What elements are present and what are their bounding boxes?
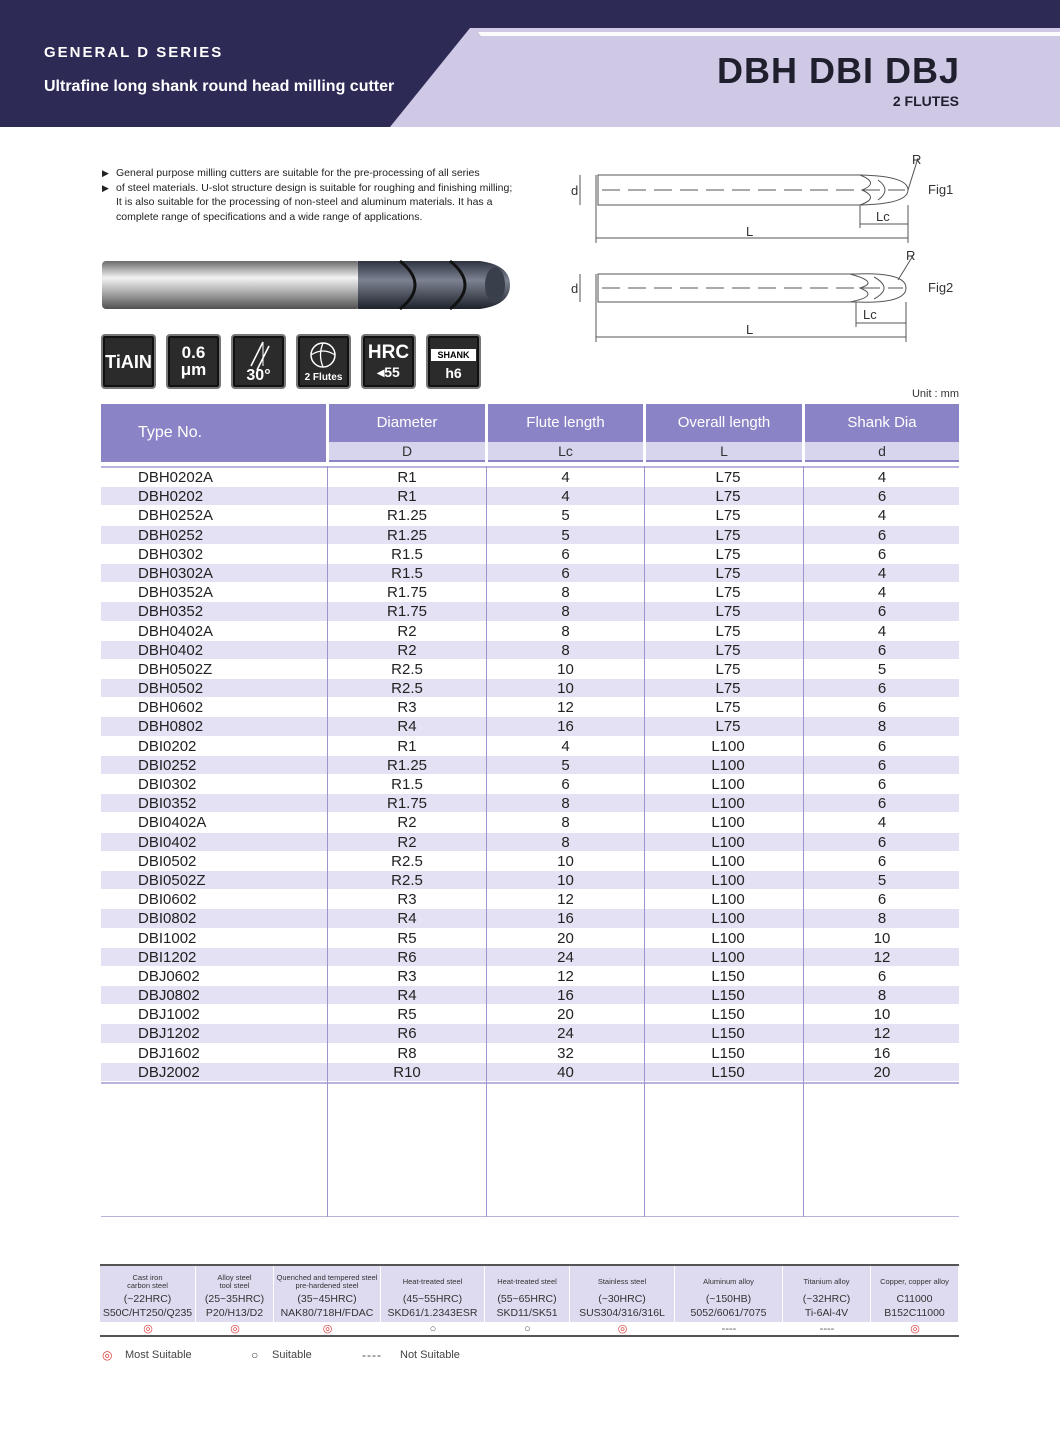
diameter-cell: R1.75 bbox=[386, 603, 428, 621]
shank-dia-cell: 6 bbox=[877, 526, 887, 544]
table-row bbox=[101, 717, 959, 736]
table-row bbox=[101, 833, 959, 852]
type-no-cell: DBH0202A bbox=[138, 469, 214, 486]
diameter-cell: R2.5 bbox=[391, 660, 423, 678]
overall-length-cell: L75 bbox=[715, 469, 741, 486]
table-row bbox=[101, 526, 959, 545]
diameter-cell: R2 bbox=[397, 833, 417, 851]
shank-dia-cell: 6 bbox=[877, 641, 887, 659]
header-type: Type No. bbox=[138, 424, 203, 441]
material-name: Titanium alloy bbox=[803, 1276, 850, 1286]
overall-length-cell: L100 bbox=[711, 871, 745, 889]
page-header bbox=[0, 0, 1060, 127]
table-row bbox=[101, 737, 959, 756]
shank-dia-cell: 6 bbox=[877, 737, 887, 755]
table-row bbox=[101, 583, 959, 602]
material-column bbox=[196, 1266, 274, 1324]
overall-length-cell: L75 bbox=[715, 584, 741, 602]
material-column bbox=[381, 1266, 485, 1324]
overall-length-cell: L100 bbox=[711, 756, 745, 774]
shank-dia-cell: 6 bbox=[877, 756, 887, 774]
fig1-l-label: L bbox=[746, 224, 754, 239]
material-column bbox=[783, 1266, 871, 1324]
material-grades: Ti-6Al-4V bbox=[804, 1307, 849, 1319]
suitable-icon: ○ bbox=[429, 1323, 437, 1335]
type-no-cell: DBJ2002 bbox=[138, 1063, 200, 1081]
material-hardness: (~30HRC) bbox=[598, 1293, 646, 1305]
most-suitable-icon: ◎ bbox=[322, 1323, 333, 1335]
material-column bbox=[485, 1266, 570, 1324]
flute-length-cell: 10 bbox=[557, 871, 574, 889]
shank-dia-cell: 16 bbox=[873, 1044, 891, 1062]
diameter-cell: R4 bbox=[397, 987, 417, 1005]
material-name: Cast iron carbon steel bbox=[127, 1272, 168, 1290]
shank-badge: SHANK h6 bbox=[426, 334, 481, 389]
type-no-cell: DBI0202 bbox=[138, 737, 197, 755]
type-no-cell: DBI0602 bbox=[138, 891, 197, 909]
fig2-d-label: d bbox=[571, 281, 579, 296]
shank-dia-cell: 6 bbox=[877, 967, 887, 985]
series-title: GENERAL D SERIES bbox=[44, 44, 224, 61]
material-grades: B152C11000 bbox=[884, 1307, 945, 1319]
overall-length-cell: L150 bbox=[711, 967, 745, 985]
diameter-cell: R1 bbox=[397, 737, 417, 755]
flute-length-cell: 6 bbox=[561, 545, 570, 563]
flute-length-cell: 10 bbox=[557, 852, 574, 870]
product-codes: DBH DBI DBJ bbox=[716, 50, 960, 91]
table-row bbox=[101, 641, 959, 660]
diameter-cell: R3 bbox=[397, 891, 417, 909]
material-hardness: (35~45HRC) bbox=[297, 1293, 357, 1305]
overall-length-cell: L150 bbox=[711, 1006, 745, 1024]
table-row bbox=[101, 986, 959, 1005]
shank-dia-cell: 10 bbox=[873, 1006, 891, 1024]
material-name: Alloy steel tool steel bbox=[217, 1272, 252, 1290]
material-name: Heat-treated steel bbox=[402, 1276, 463, 1286]
type-no-cell: DBI0252 bbox=[138, 756, 197, 774]
material-hardness: (~22HRC) bbox=[123, 1293, 172, 1305]
overall-length-cell: L150 bbox=[711, 987, 745, 1005]
coating-badge: TiAIN bbox=[101, 334, 156, 389]
overall-length-cell: L75 bbox=[715, 718, 741, 736]
type-no-cell: DBJ1202 bbox=[138, 1025, 200, 1043]
table-row bbox=[101, 967, 959, 986]
flute-length-cell: 8 bbox=[561, 814, 570, 832]
fig2-lc-label: Lc bbox=[863, 307, 877, 322]
material-column bbox=[274, 1266, 381, 1324]
type-no-cell: DBH0402 bbox=[138, 641, 204, 659]
bullet-arrow-icon: ▶ bbox=[102, 182, 109, 193]
flute-length-cell: 40 bbox=[557, 1063, 574, 1081]
flute-count: 2 FLUTES bbox=[892, 93, 959, 109]
overall-length-cell: L150 bbox=[711, 1063, 745, 1081]
shank-dia-cell: 6 bbox=[877, 795, 887, 813]
type-no-cell: DBH0352 bbox=[138, 603, 204, 621]
flute-length-cell: 8 bbox=[561, 795, 570, 813]
material-table-ratings bbox=[100, 1322, 959, 1337]
table-row bbox=[101, 487, 959, 506]
flute-length-cell: 5 bbox=[561, 756, 570, 774]
table-row bbox=[101, 660, 959, 679]
table-row bbox=[101, 948, 959, 967]
table-row bbox=[101, 564, 959, 583]
overall-length-cell: L75 bbox=[715, 622, 741, 640]
flutes-badge: 2 Flutes bbox=[296, 334, 351, 389]
fig1-lc-label: Lc bbox=[876, 209, 890, 224]
table-row bbox=[101, 1063, 959, 1082]
type-no-cell: DBH0802 bbox=[138, 718, 204, 736]
header-diameter: Diameter D bbox=[329, 404, 485, 462]
fig1-r-label: R bbox=[912, 152, 922, 167]
type-no-cell: DBH0502Z bbox=[138, 660, 213, 678]
overall-length-cell: L100 bbox=[711, 891, 745, 909]
material-column bbox=[871, 1266, 959, 1324]
type-no-cell: DBH0202 bbox=[138, 488, 204, 506]
most-suitable-icon: ◎ bbox=[910, 1323, 920, 1335]
flute-length-cell: 24 bbox=[557, 1025, 574, 1043]
type-no-cell: DBH0302 bbox=[138, 545, 204, 563]
fig1-d-label: d bbox=[571, 183, 579, 198]
type-no-cell: DBI0402 bbox=[138, 833, 197, 851]
table-row bbox=[101, 506, 959, 525]
fig1-label: Fig1 bbox=[928, 182, 954, 197]
table-row bbox=[101, 1005, 959, 1024]
flute-length-cell: 4 bbox=[561, 737, 570, 755]
overall-length-cell: L100 bbox=[711, 814, 745, 832]
material-hardness: (55~65HRC) bbox=[497, 1293, 557, 1305]
material-name: Copper, copper alloy bbox=[880, 1276, 949, 1286]
type-no-cell: DBH0252 bbox=[138, 526, 204, 544]
type-no-cell: DBH0502 bbox=[138, 680, 204, 698]
fig2-r-label: R bbox=[906, 248, 916, 263]
suitable-icon: ○ bbox=[524, 1323, 531, 1335]
diameter-cell: R3 bbox=[397, 699, 417, 717]
diameter-cell: R2 bbox=[397, 641, 417, 659]
flute-length-cell: 6 bbox=[561, 776, 570, 793]
overall-length-cell: L100 bbox=[711, 852, 745, 870]
flute-length-cell: 20 bbox=[557, 929, 574, 947]
table-row bbox=[101, 890, 959, 909]
table-row bbox=[101, 1024, 959, 1043]
flute-length-cell: 5 bbox=[561, 526, 570, 544]
shank-dia-cell: 6 bbox=[877, 833, 887, 851]
unit-label: Unit : mm bbox=[911, 388, 959, 400]
material-grades: 5052/6061/7075 bbox=[690, 1307, 767, 1319]
helix-angle-badge: 30° bbox=[231, 334, 286, 389]
not-suitable-icon: ---- bbox=[362, 1348, 382, 1362]
diameter-cell: R1 bbox=[397, 488, 417, 506]
type-no-cell: DBH0302A bbox=[138, 564, 214, 582]
material-table-header bbox=[100, 1264, 959, 1322]
flute-length-cell: 12 bbox=[557, 891, 574, 909]
not-suitable-icon: ---- bbox=[721, 1323, 737, 1335]
material-hardness: C11000 bbox=[896, 1293, 933, 1305]
overall-length-cell: L100 bbox=[711, 910, 745, 928]
most-suitable-icon: ◎ bbox=[102, 1348, 113, 1362]
table-row bbox=[101, 756, 959, 775]
flute-length-cell: 8 bbox=[561, 641, 570, 659]
flute-length-cell: 8 bbox=[561, 833, 570, 851]
diameter-cell: R1.25 bbox=[386, 756, 428, 774]
flute-length-cell: 16 bbox=[557, 718, 574, 736]
most-suitable-icon: ◎ bbox=[230, 1323, 240, 1335]
type-no-cell: DBI1002 bbox=[138, 929, 197, 947]
flute-length-cell: 12 bbox=[557, 967, 574, 985]
diameter-cell: R2.5 bbox=[391, 871, 423, 889]
table-row bbox=[101, 602, 959, 621]
overall-length-cell: L100 bbox=[711, 776, 745, 793]
intro-line: complete range of specifications and a wide range of applications. bbox=[116, 210, 423, 223]
diameter-cell: R1.75 bbox=[386, 584, 428, 602]
table-row bbox=[101, 698, 959, 717]
type-no-cell: DBH0402A bbox=[138, 622, 214, 640]
diameter-cell: R1.5 bbox=[391, 564, 423, 582]
shank-dia-cell: 6 bbox=[877, 545, 887, 563]
shank-dia-cell: 10 bbox=[873, 929, 891, 947]
flute-length-cell: 4 bbox=[561, 488, 570, 506]
flute-length-cell: 10 bbox=[557, 660, 574, 678]
overall-length-cell: L150 bbox=[711, 1044, 745, 1062]
type-no-cell: DBH0252A bbox=[138, 507, 214, 525]
shank-dia-cell: 4 bbox=[877, 564, 887, 582]
intro-text bbox=[102, 166, 532, 224]
bullet-arrow-icon: ▶ bbox=[102, 168, 109, 178]
material-hardness: (~150HB) bbox=[705, 1293, 752, 1305]
type-no-cell: DBH0602 bbox=[138, 699, 204, 717]
not-suitable-icon: ---- bbox=[819, 1323, 835, 1335]
overall-length-cell: L75 bbox=[715, 488, 741, 506]
diameter-cell: R4 bbox=[397, 718, 417, 736]
overall-length-cell: L100 bbox=[711, 833, 745, 851]
overall-length-cell: L75 bbox=[715, 564, 741, 582]
material-name: Aluminum alloy bbox=[703, 1276, 754, 1286]
table-row bbox=[101, 1044, 959, 1063]
shank-dia-cell: 12 bbox=[873, 1025, 891, 1043]
legend-most: Most Suitable bbox=[125, 1349, 192, 1361]
overall-length-cell: L100 bbox=[711, 795, 745, 813]
diameter-cell: R5 bbox=[397, 1006, 417, 1024]
diameter-cell: R3 bbox=[397, 967, 417, 985]
header-shank-dia: Shank Dia d bbox=[805, 404, 959, 462]
type-no-cell: DBI0402A bbox=[138, 814, 207, 832]
diameter-cell: R2.5 bbox=[391, 852, 423, 870]
table-row bbox=[101, 468, 959, 487]
hrc-badge: HRC ◂55 bbox=[361, 334, 416, 389]
diameter-cell: R1.5 bbox=[391, 776, 423, 793]
shank-dia-cell: 6 bbox=[877, 776, 887, 793]
tolerance-badge: 0.6 μm bbox=[166, 334, 221, 389]
overall-length-cell: L100 bbox=[711, 737, 745, 755]
suitable-icon: ○ bbox=[251, 1348, 259, 1362]
spec-table-body bbox=[101, 466, 959, 1082]
most-suitable-icon: ◎ bbox=[617, 1323, 628, 1335]
overall-length-cell: L75 bbox=[715, 507, 741, 525]
material-hardness: (45~55HRC) bbox=[402, 1293, 463, 1305]
diameter-cell: R6 bbox=[397, 1025, 417, 1043]
fig2-label: Fig2 bbox=[928, 280, 954, 295]
material-hardness: (~32HRC) bbox=[802, 1293, 851, 1305]
flute-length-cell: 32 bbox=[557, 1044, 574, 1062]
intro-line: ▶ General purpose milling cutters are suitable for the pre-processing of all series bbox=[102, 167, 480, 179]
table-row bbox=[101, 813, 959, 832]
type-no-cell: DBI0502 bbox=[138, 852, 197, 870]
material-hardness: (25~35HRC) bbox=[204, 1293, 265, 1305]
shank-dia-cell: 5 bbox=[877, 871, 887, 889]
material-name: Heat-treated steel bbox=[497, 1276, 557, 1286]
type-no-cell: DBH0352A bbox=[138, 584, 214, 602]
flute-length-cell: 8 bbox=[561, 603, 570, 621]
table-row bbox=[101, 679, 959, 698]
flute-length-cell: 16 bbox=[557, 987, 574, 1005]
table-row bbox=[101, 871, 959, 890]
type-no-cell: DBJ1002 bbox=[138, 1006, 200, 1024]
type-no-cell: DBJ1602 bbox=[138, 1044, 200, 1062]
material-grades: SUS304/316/316L bbox=[579, 1307, 665, 1319]
diameter-cell: R1.75 bbox=[386, 795, 428, 813]
diameter-cell: R8 bbox=[397, 1044, 417, 1062]
type-no-cell: DBI0352 bbox=[138, 795, 197, 813]
overall-length-cell: L150 bbox=[711, 1025, 745, 1043]
shank-dia-cell: 8 bbox=[877, 718, 887, 736]
fig2-l-label: L bbox=[746, 322, 754, 337]
shank-dia-cell: 4 bbox=[877, 507, 887, 525]
shank-dia-cell: 8 bbox=[877, 987, 887, 1005]
diameter-cell: R5 bbox=[397, 929, 417, 947]
spec-table-empty-area bbox=[101, 1082, 959, 1217]
feature-badges bbox=[101, 334, 481, 389]
material-grades: S50C/HT250/Q235 bbox=[102, 1307, 193, 1319]
flute-length-cell: 12 bbox=[557, 699, 574, 717]
material-column bbox=[100, 1266, 196, 1324]
overall-length-cell: L75 bbox=[715, 545, 741, 563]
flute-length-cell: 4 bbox=[561, 469, 570, 486]
diameter-cell: R2 bbox=[397, 814, 417, 832]
material-column bbox=[570, 1266, 675, 1324]
type-no-cell: DBI1202 bbox=[138, 948, 197, 966]
material-grades: P20/H13/D2 bbox=[205, 1307, 264, 1319]
overall-length-cell: L100 bbox=[711, 929, 745, 947]
type-no-cell: DBI0802 bbox=[138, 910, 197, 928]
cutter-image bbox=[100, 255, 512, 315]
diameter-cell: R1 bbox=[397, 469, 417, 486]
material-grades: NAK80/718H/FDAC bbox=[280, 1307, 374, 1319]
most-suitable-icon: ◎ bbox=[143, 1323, 153, 1335]
overall-length-cell: L75 bbox=[715, 660, 741, 678]
table-row bbox=[101, 622, 959, 641]
flute-length-cell: 6 bbox=[561, 564, 570, 582]
shank-dia-cell: 4 bbox=[877, 814, 887, 832]
spec-table-header bbox=[101, 404, 959, 462]
table-row bbox=[101, 794, 959, 813]
overall-length-cell: L75 bbox=[715, 641, 741, 659]
shank-dia-cell: 6 bbox=[877, 680, 887, 698]
diameter-cell: R1.25 bbox=[386, 526, 428, 544]
material-grades: SKD11/SK51 bbox=[496, 1307, 558, 1319]
flute-length-cell: 10 bbox=[557, 680, 574, 698]
legend-not: Not Suitable bbox=[400, 1349, 460, 1361]
spec-table bbox=[101, 404, 959, 1217]
shank-dia-cell: 6 bbox=[877, 603, 887, 621]
type-no-cell: DBI0502Z bbox=[138, 871, 206, 889]
shank-dia-cell: 5 bbox=[877, 660, 887, 678]
flute-length-cell: 24 bbox=[557, 948, 574, 966]
diameter-cell: R1.25 bbox=[386, 507, 428, 525]
table-row bbox=[101, 775, 959, 794]
diameter-cell: R1.5 bbox=[391, 545, 423, 563]
diameter-cell: R4 bbox=[397, 910, 417, 928]
shank-dia-cell: 6 bbox=[877, 852, 887, 870]
overall-length-cell: L75 bbox=[715, 680, 741, 698]
shank-dia-cell: 20 bbox=[873, 1063, 891, 1081]
header-flute-length: Flute length Lc bbox=[488, 404, 643, 462]
shank-dia-cell: 6 bbox=[877, 891, 887, 909]
technical-drawings bbox=[560, 150, 980, 350]
material-name: Stainless steel bbox=[597, 1276, 647, 1286]
overall-length-cell: L100 bbox=[711, 948, 745, 966]
diameter-cell: R2 bbox=[397, 622, 417, 640]
flute-length-cell: 20 bbox=[557, 1006, 574, 1024]
header-overall-length: Overall length L bbox=[646, 404, 802, 462]
flute-length-cell: 8 bbox=[561, 622, 570, 640]
shank-dia-cell: 12 bbox=[873, 948, 891, 966]
shank-dia-cell: 4 bbox=[877, 622, 887, 640]
shank-dia-cell: 4 bbox=[877, 469, 887, 486]
product-subtitle: Ultrafine long shank round head milling cutter bbox=[44, 78, 395, 95]
intro-line: It is also suitable for the processing of non-steel and aluminum materials. It has a bbox=[116, 196, 493, 208]
material-suitability-table bbox=[100, 1264, 959, 1337]
diameter-cell: R2.5 bbox=[391, 680, 423, 698]
diameter-cell: R10 bbox=[393, 1063, 421, 1081]
shank-dia-cell: 6 bbox=[877, 699, 887, 717]
shank-dia-cell: 8 bbox=[877, 910, 887, 928]
flute-length-cell: 5 bbox=[561, 507, 570, 525]
material-name: Quenched and tempered steel pre-hardened steel bbox=[276, 1272, 378, 1290]
shank-dia-cell: 6 bbox=[877, 488, 887, 506]
diameter-cell: R6 bbox=[397, 948, 417, 966]
intro-line: ▶ of steel materials. U-slot structure design is suitable for roughing and finishing milling; bbox=[102, 181, 513, 194]
table-row bbox=[101, 852, 959, 871]
type-no-cell: DBI0302 bbox=[138, 776, 197, 793]
legend-suitable: Suitable bbox=[272, 1349, 312, 1361]
flute-length-cell: 8 bbox=[561, 584, 570, 602]
overall-length-cell: L75 bbox=[715, 699, 741, 717]
type-no-cell: DBJ0802 bbox=[138, 987, 200, 1005]
type-no-cell: DBJ0602 bbox=[138, 967, 200, 985]
shank-dia-cell: 4 bbox=[877, 584, 887, 602]
overall-length-cell: L75 bbox=[715, 603, 741, 621]
table-row bbox=[101, 545, 959, 564]
table-row bbox=[101, 909, 959, 928]
flute-length-cell: 16 bbox=[557, 910, 574, 928]
material-column bbox=[675, 1266, 783, 1324]
material-grades: SKD61/1.2343ESR bbox=[387, 1307, 478, 1319]
table-row bbox=[101, 929, 959, 948]
overall-length-cell: L75 bbox=[715, 526, 741, 544]
